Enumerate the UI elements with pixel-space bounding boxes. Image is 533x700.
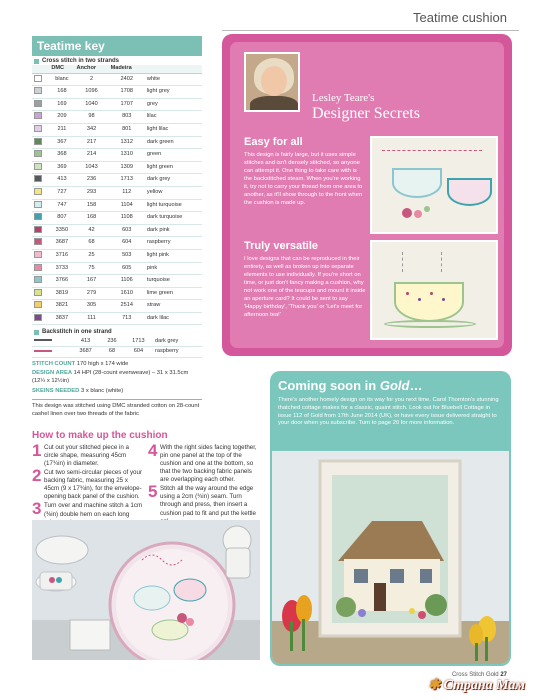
design-area: 14 HPI (28-count evenweave) – 31 x 31.5cm (12¼ x 12½in) <box>32 370 189 385</box>
key-cell-dmc: 747 <box>49 199 74 212</box>
easy-body: This design is fairly large, but it uses simple stitches and isn't densely stitched, so anyone can attempt it. One thing to take care with is the backstitched steam. When you're working it, try not to carry your thread from one area to another, as it'll show through to the front when the cushion is made up. <box>244 152 363 206</box>
key-row <box>32 312 202 325</box>
key-cell-dmc: 413 <box>49 174 74 187</box>
stitch-symbol-icon <box>34 75 42 82</box>
stitch-symbol-icon <box>34 138 42 145</box>
key-cell-anchor: 42 <box>74 224 108 237</box>
key-cell-name: white <box>145 73 202 86</box>
key-row <box>32 237 202 250</box>
key-cell-anchor: 217 <box>74 136 108 149</box>
key-cell-anchor: 25 <box>74 249 108 262</box>
cottage-photo <box>272 451 509 664</box>
key-cell-name: dark lilac <box>145 312 202 325</box>
key-title: Teatime key <box>32 36 202 56</box>
key-row <box>32 199 202 212</box>
cottage-photo-illustration <box>272 451 509 664</box>
key-cell-anchor: 158 <box>74 199 108 212</box>
key-cell-madeira: 713 <box>109 312 145 325</box>
stitch-symbol-icon <box>34 150 42 157</box>
key-cell-dmc: 3819 <box>49 287 74 300</box>
stitch-symbol-icon <box>34 264 42 271</box>
design-area-label: DESIGN AREA <box>32 370 73 377</box>
skeins-needed: 3 x blanc (white) <box>80 388 124 394</box>
key-cell-dmc: 211 <box>49 123 74 136</box>
key-cell-anchor: 167 <box>74 275 108 288</box>
key-row <box>32 149 202 162</box>
key-cell-anchor: 2 <box>74 73 108 86</box>
key-row <box>32 275 202 288</box>
key-row <box>32 336 202 346</box>
key-row <box>32 262 202 275</box>
stitch-symbol-icon <box>34 251 42 258</box>
key-cell-name: dark grey <box>153 336 202 346</box>
designer-name: Lesley Teare's <box>312 92 375 104</box>
key-cell-dmc: 3350 <box>49 224 74 237</box>
key-row <box>32 136 202 149</box>
stitch-symbol-icon <box>34 87 42 94</box>
coming-soon-body: There's another homely design on its way for you next time. Carol Thornton's stunning thatched cottage makes for a classic, quaint stitch. Look out for Bluebell Cottage in issue 112 of Gold from 17th June 2014 (UK), or have every issue delivered straight to your door when you subscribe. Turn to page 20 for more information. <box>278 397 499 427</box>
stitch-symbol-icon <box>34 112 42 119</box>
coming-soon-title: Coming soon in Gold… <box>278 378 423 393</box>
key-cell-dmc: 169 <box>49 98 74 111</box>
key-cell-dmc: 3687 <box>71 347 100 357</box>
key-cell-madeira: 603 <box>109 224 145 237</box>
step-item: 3 Turn over and machine stitch a 1cm (⅜in) double hem on each long <box>32 499 143 519</box>
key-row <box>32 98 202 111</box>
key-row <box>32 287 202 300</box>
divider <box>32 399 202 400</box>
key-row <box>32 347 202 357</box>
key-cell-name: lilac <box>145 111 202 124</box>
backstitch-line-icon <box>34 339 52 341</box>
stitch-symbol-icon <box>34 175 42 182</box>
key-cell-madeira: 604 <box>109 237 145 250</box>
key-cell-name: dark green <box>145 136 202 149</box>
key-cell-anchor: 1040 <box>74 98 108 111</box>
key-cell-name: lime green <box>145 287 202 300</box>
section-title: Teatime cushion <box>413 10 507 25</box>
key-cell-dmc: 368 <box>49 149 74 162</box>
key-cell-anchor: 98 <box>74 111 108 124</box>
stitch-symbol-icon <box>34 188 42 195</box>
stitch-count: 170 high x 174 wide <box>76 360 129 367</box>
key-cell-madeira: 604 <box>124 347 153 357</box>
teatime-key <box>32 36 202 418</box>
key-cell-name: light pink <box>145 249 202 262</box>
key-cell-dmc: 3766 <box>49 275 74 288</box>
stitch-symbol-icon <box>34 276 42 283</box>
stitch-symbol-icon <box>34 201 42 208</box>
teacup-detail-image <box>370 136 498 234</box>
key-row <box>32 123 202 136</box>
step-item: 1 Cut out your stitched piece in a circle shape, measuring 45cm (17¾in) in diameter. <box>32 441 129 468</box>
key-row <box>32 300 202 313</box>
col-dmc: DMC <box>49 65 74 73</box>
versatile-body: I love designs that can be reproduced in their entirety, as well as broken up into separate elements to use individually. If you're short on time, or just don't fancy making a cushion, why not work one of the teacups and mount it inside an aperture card? It could be sent to say 'Happy birthday', 'Thank you' or 'Let's meet for afternoon tea!' <box>244 256 366 318</box>
key-cell-anchor: 236 <box>74 174 108 187</box>
key-cell-anchor: 111 <box>74 312 108 325</box>
key-cell-name: green <box>145 149 202 162</box>
key-row <box>32 186 202 199</box>
stitch-symbol-icon <box>34 226 42 233</box>
key-cell-name: light turquoise <box>145 199 202 212</box>
key-cell-dmc: 168 <box>49 86 74 99</box>
key-cell-dmc: 807 <box>49 212 74 225</box>
cross-stitch-heading: Cross stitch in two strands <box>32 56 202 65</box>
key-cell-name: straw <box>145 300 202 313</box>
key-cell-madeira: 1106 <box>109 275 145 288</box>
step-item: 4 With the right sides facing together, pin one panel at the top of the cushion and one at the bottom, so that the two backing fabric panels are overlapping each other. <box>148 441 257 484</box>
howto-title: How to make up the cushion <box>32 430 168 441</box>
key-cell-madeira: 2402 <box>109 73 145 86</box>
key-row <box>32 161 202 174</box>
key-cell-anchor: 293 <box>74 186 108 199</box>
key-row <box>32 111 202 124</box>
key-cell-anchor: 279 <box>74 287 108 300</box>
key-cell-madeira: 1108 <box>109 212 145 225</box>
key-cell-anchor: 214 <box>74 149 108 162</box>
key-row <box>32 224 202 237</box>
key-cell-anchor: 342 <box>74 123 108 136</box>
key-cell-dmc: 3687 <box>49 237 74 250</box>
key-cell-madeira: 1309 <box>109 161 145 174</box>
key-cell-anchor: 75 <box>74 262 108 275</box>
key-cell-madeira: 1713 <box>109 174 145 187</box>
stitch-symbol-icon <box>34 289 42 296</box>
stitch-symbol-icon <box>34 314 42 321</box>
key-cell-madeira: 1104 <box>109 199 145 212</box>
key-cell-name: light lilac <box>145 123 202 136</box>
key-cell-anchor: 236 <box>100 336 124 346</box>
key-footnote: This design was stitched using DMC stranded cotton on 28-count cashel linen over two threads of the fabric <box>32 402 200 417</box>
key-cell-dmc: 369 <box>49 161 74 174</box>
key-cell-madeira: 2514 <box>109 300 145 313</box>
key-cell-dmc: 3837 <box>49 312 74 325</box>
key-cell-name: grey <box>145 98 202 111</box>
key-cell-madeira: 801 <box>109 123 145 136</box>
key-cell-anchor: 168 <box>74 212 108 225</box>
key-cell-anchor: 68 <box>74 237 108 250</box>
key-cell-name: dark grey <box>145 174 202 187</box>
key-cell-name: light grey <box>145 86 202 99</box>
col-madeira: Madeira <box>109 65 145 73</box>
key-cell-dmc: 413 <box>71 336 100 346</box>
step-item: 2 Cut two semi-circular pieces of your backing fabric, measuring 25 x 45cm (9 x 17¾in), for the envelope-opening back panel of the cushion. <box>32 466 142 501</box>
stitch-symbol-icon <box>34 238 42 245</box>
key-cell-name: raspberry <box>153 347 202 357</box>
backstitch-heading: Backstitch in one strand <box>32 327 202 336</box>
step-item: 5 Stitch all the way around the edge using a 2cm (¾in) seam. Turn through and press, then insert a cushion pad to fit and put the kettle <box>148 482 256 517</box>
coming-soon-panel <box>270 371 511 666</box>
square-bullet-icon <box>34 330 39 335</box>
key-cell-madeira: 1312 <box>109 136 145 149</box>
key-cell-dmc: 727 <box>49 186 74 199</box>
key-cell-dmc: 3716 <box>49 249 74 262</box>
designer-title: Designer Secrets <box>312 105 420 122</box>
stitch-symbol-icon <box>34 125 42 132</box>
key-row <box>32 249 202 262</box>
key-cell-madeira: 605 <box>109 262 145 275</box>
key-notes <box>32 361 202 419</box>
key-cell-name: raspberry <box>145 237 202 250</box>
stitch-count-label: STITCH COUNT <box>32 360 76 367</box>
designer-secrets-panel <box>222 34 512 356</box>
key-cell-dmc: 367 <box>49 136 74 149</box>
stitch-symbol-icon <box>34 163 42 170</box>
how-to-make-section <box>32 430 260 522</box>
key-cell-madeira: 803 <box>109 111 145 124</box>
key-cell-anchor: 1043 <box>74 161 108 174</box>
key-cell-madeira: 503 <box>109 249 145 262</box>
easy-heading: Easy for all <box>244 136 303 148</box>
backstitch-line-icon <box>34 350 52 352</box>
key-cell-name: dark turquoise <box>145 212 202 225</box>
cushion-photo-illustration <box>32 520 260 660</box>
key-row <box>32 73 202 86</box>
cushion-photo <box>32 520 260 660</box>
cross-stitch-table <box>32 65 202 325</box>
key-cell-madeira: 1707 <box>109 98 145 111</box>
key-cell-name: pink <box>145 262 202 275</box>
key-cell-anchor: 305 <box>74 300 108 313</box>
key-cell-dmc: 3821 <box>49 300 74 313</box>
teacup-detail-image-2 <box>370 240 498 340</box>
key-cell-anchor: 68 <box>100 347 124 357</box>
key-cell-dmc: 3733 <box>49 262 74 275</box>
stitch-symbol-icon <box>34 100 42 107</box>
key-cell-dmc: 209 <box>49 111 74 124</box>
key-cell-madeira: 1708 <box>109 86 145 99</box>
stitch-symbol-icon <box>34 301 42 308</box>
key-row <box>32 174 202 187</box>
key-row <box>32 212 202 225</box>
key-cell-name: yellow <box>145 186 202 199</box>
backstitch-table <box>32 336 202 357</box>
header-rule <box>222 30 519 31</box>
versatile-heading: Truly versatile <box>244 240 318 252</box>
key-cell-madeira: 1310 <box>109 149 145 162</box>
key-cell-anchor: 1096 <box>74 86 108 99</box>
page-number: 27 <box>500 672 507 678</box>
key-cell-dmc: blanc <box>49 73 74 86</box>
key-cell-madeira: 112 <box>109 186 145 199</box>
key-cell-madeira: 1713 <box>124 336 153 346</box>
key-cell-name: dark pink <box>145 224 202 237</box>
stitch-symbol-icon <box>34 213 42 220</box>
square-bullet-icon <box>34 59 39 64</box>
key-cell-name: light green <box>145 161 202 174</box>
magazine-name: Cross Stitch Gold <box>451 672 499 678</box>
star-icon: ✱ <box>428 678 440 693</box>
col-anchor: Anchor <box>74 65 108 73</box>
watermark: ✱ Страна Мам <box>428 678 525 693</box>
skeins-label: SKEINS NEEDED <box>32 388 80 394</box>
key-cell-name: turquoise <box>145 275 202 288</box>
key-row <box>32 86 202 99</box>
designer-portrait <box>244 52 300 112</box>
key-cell-madeira: 1610 <box>109 287 145 300</box>
